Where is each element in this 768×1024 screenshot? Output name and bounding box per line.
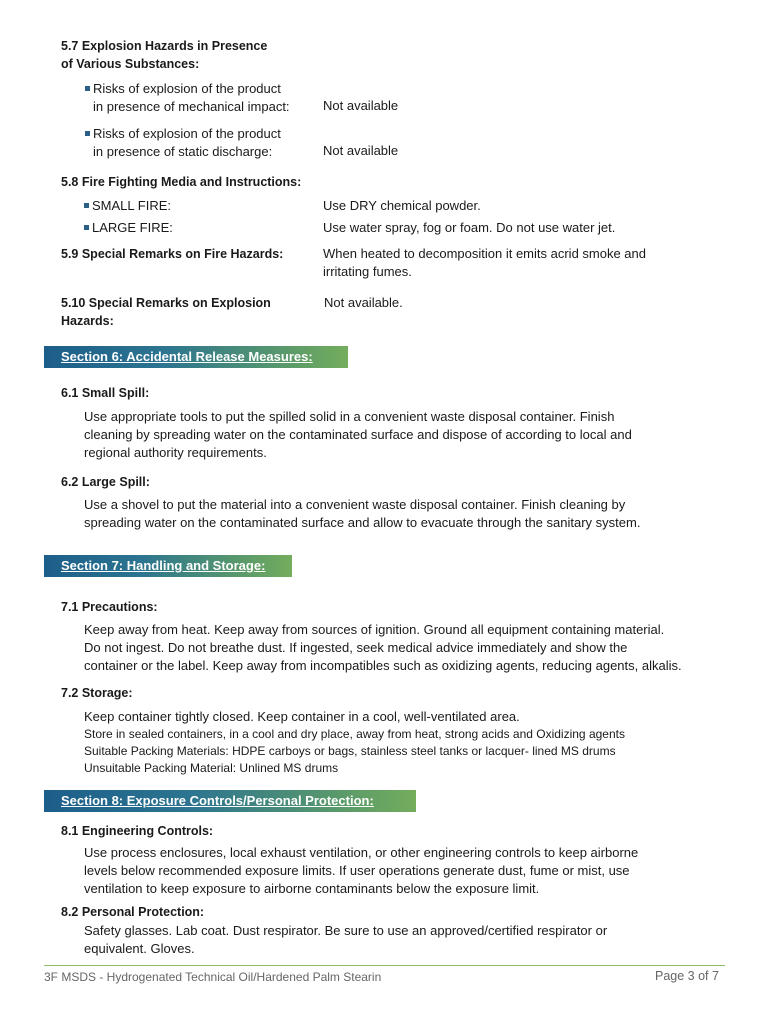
section-5-7-heading: 5.7 Explosion Hazards in Presence of Various Substances:	[61, 39, 268, 71]
section-5-8-heading: 5.8 Fire Fighting Media and Instructions:	[61, 175, 302, 189]
section-6-banner: Section 6: Accidental Release Measures:	[44, 346, 348, 368]
bullet-square-icon	[84, 225, 89, 230]
section-7-2-text: Keep container tightly closed. Keep container in a cool, well-ventilated area. Store in sealed containers, in a cool and dry place, away from heat, strong acids and Oxidizing agents Suitable Packing Materials: HDPE carboys or bags, stainless steel tanks or lacquer- lined MS drums Unsuitable Packing Material: Unlined MS drums	[84, 709, 625, 775]
section-6-2-text: Use a shovel to put the material into a convenient waste disposal container. Finish cleaning by spreading water on the contaminated surface and allow to evacuate through the sanitary system.	[84, 497, 641, 530]
section-6-1-heading: 6.1 Small Spill:	[61, 386, 150, 400]
section-8-2-text: Safety glasses. Lab coat. Dust respirator. Be sure to use an approved/certified respirator or equivalent. Gloves.	[84, 923, 608, 956]
explosion-item-mechanical: Risks of explosion of the product in presence of mechanical impact:	[85, 80, 290, 116]
section-5-9-value: When heated to decomposition it emits acrid smoke and irritating fumes.	[323, 246, 647, 279]
section-8-2-heading: 8.2 Personal Protection:	[61, 905, 205, 919]
explosion-item-static: Risks of explosion of the product in presence of static discharge:	[85, 125, 281, 161]
bullet-square-icon	[85, 86, 90, 91]
section-6-2-heading: 6.2 Large Spill:	[61, 475, 150, 489]
large-fire-value: Use water spray, fog or foam. Do not use water jet.	[323, 220, 616, 235]
explosion-mechanical-value: Not available	[323, 98, 399, 113]
section-5-10-heading: 5.10 Special Remarks on Explosion Hazards:	[61, 296, 271, 328]
bullet-square-icon	[84, 203, 89, 208]
section-8-banner: Section 8: Exposure Controls/Personal Protection:	[44, 790, 416, 812]
section-5-9-heading: 5.9 Special Remarks on Fire Hazards:	[61, 247, 284, 261]
explosion-static-value: Not available	[323, 143, 399, 158]
section-7-1-heading: 7.1 Precautions:	[61, 600, 158, 614]
large-fire-label: LARGE FIRE:	[84, 219, 173, 237]
footer-divider	[44, 965, 725, 966]
bullet-square-icon	[85, 131, 90, 136]
section-5-10-value: Not available.	[324, 295, 403, 310]
section-7-2-heading: 7.2 Storage:	[61, 686, 133, 700]
footer-page-number: Page 3 of 7	[655, 969, 719, 983]
section-8-1-heading: 8.1 Engineering Controls:	[61, 824, 214, 838]
section-8-1-text: Use process enclosures, local exhaust ventilation, or other engineering controls to keep airborne levels below recommended exposure limits. If user operations generate dust, fume or mist, use ventilation to keep exposure to airborne contaminants below the exposure limit.	[84, 845, 639, 896]
small-fire-value: Use DRY chemical powder.	[323, 198, 481, 213]
section-7-1-text: Keep away from heat. Keep away from sources of ignition. Ground all equipment containing material. Do not ingest. Do not breathe dust. If ingested, seek medical advice immediately and show the container or the label. Keep away from incompatibles such as oxidizing agents, reducing agents, alkalis.	[84, 622, 682, 673]
section-7-banner: Section 7: Handling and Storage:	[44, 555, 292, 577]
footer-document-title: 3F MSDS - Hydrogenated Technical Oil/Hardened Palm Stearin	[44, 970, 382, 984]
small-fire-label: SMALL FIRE:	[84, 197, 171, 215]
section-6-1-text: Use appropriate tools to put the spilled solid in a convenient waste disposal container. Finish cleaning by spreading water on the contaminated surface and dispose of according to local and regional authority requirements.	[84, 409, 632, 460]
